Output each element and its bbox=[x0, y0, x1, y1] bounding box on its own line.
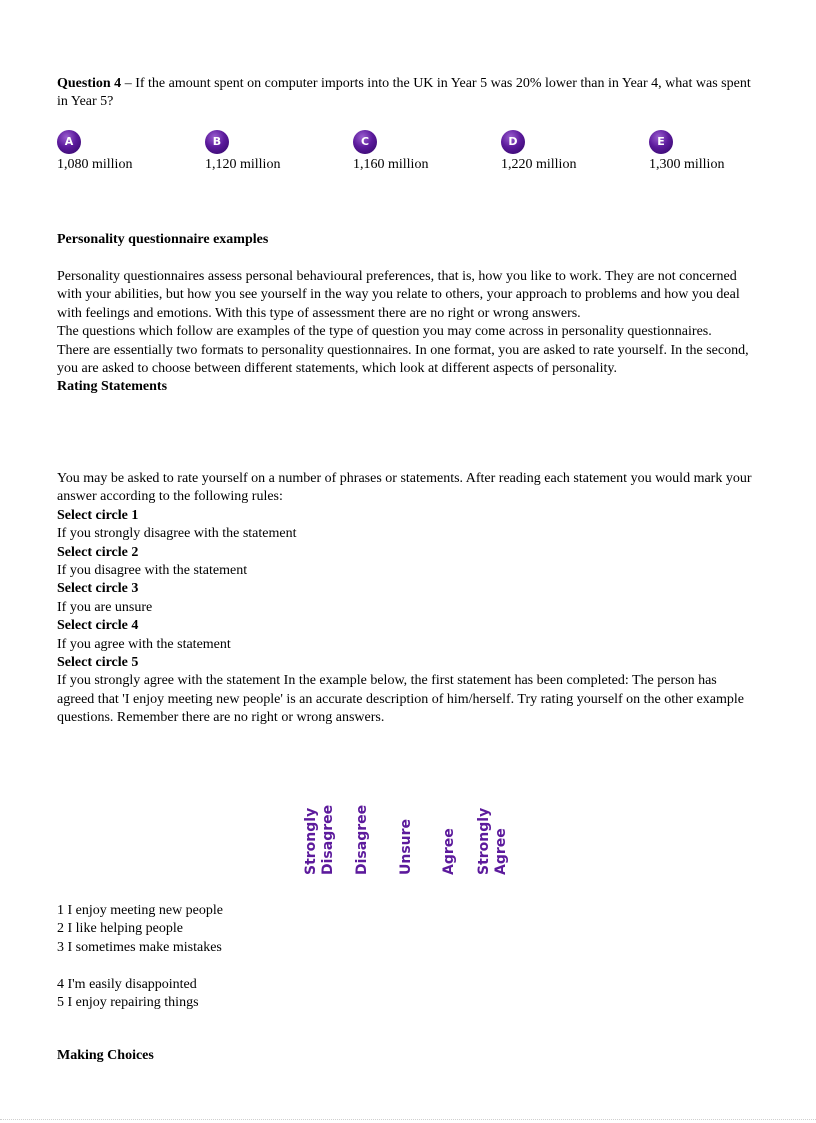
choice-b-badge-icon[interactable]: B bbox=[205, 130, 229, 154]
answer-choices bbox=[57, 130, 757, 180]
scale-strongly-disagree-line1: Strongly bbox=[303, 807, 319, 875]
statement-4: 4 I'm easily disappointed bbox=[57, 977, 197, 992]
making-choices-heading: Making Choices bbox=[57, 1048, 154, 1063]
scale-agree-label: Agree bbox=[441, 828, 457, 875]
statements-group-2 bbox=[57, 976, 757, 1013]
choice-a-value: 1,080 million bbox=[57, 157, 133, 172]
choice-c[interactable] bbox=[353, 130, 483, 174]
rule-1-title: Select circle 1 bbox=[57, 507, 139, 523]
choice-e-badge-icon[interactable]: E bbox=[649, 130, 673, 154]
scale-strongly-disagree-line2: Disagree bbox=[320, 804, 336, 875]
choice-d-value: 1,220 million bbox=[501, 157, 577, 172]
scale-strongly-agree-line2: Agree bbox=[493, 828, 509, 875]
personality-para-3: There are essentially two formats to personality questionnaires. In one format, you are asked to rate yourself. In the second, you are asked to choose between different statements, which look at different aspects of personality. bbox=[57, 342, 749, 377]
rule-2-title: Select circle 2 bbox=[57, 544, 139, 560]
choice-a[interactable] bbox=[57, 130, 187, 174]
scale-unsure-label: Unsure bbox=[398, 818, 414, 875]
choice-d[interactable] bbox=[501, 130, 631, 174]
personality-para-2: The questions which follow are examples of the type of question you may come across in personality questionnaires. bbox=[57, 324, 712, 340]
statement-1: 1 I enjoy meeting new people bbox=[57, 903, 224, 918]
rule-2-desc: If you disagree with the statement bbox=[57, 563, 248, 579]
rule-1-desc: If you strongly disagree with the statement bbox=[57, 526, 297, 542]
choice-d-badge-icon[interactable]: D bbox=[501, 130, 525, 154]
rule-5-desc: If you strongly agree with the statement In the example below, the first statement has been completed: The person has agreed that 'I enjoy meeting new people' is an accurate description of him/herself. Try rating yourself on the other example questions. Remember there are no right or wrong answers. bbox=[57, 673, 744, 726]
scale-disagree-label: Disagree bbox=[354, 804, 370, 875]
question-4 bbox=[57, 75, 757, 112]
statement-5: 5 I enjoy repairing things bbox=[57, 995, 199, 1011]
rating-section bbox=[57, 470, 757, 728]
choice-c-badge-icon[interactable]: C bbox=[353, 130, 377, 154]
choice-a-badge-icon[interactable]: A bbox=[57, 130, 81, 154]
page-divider bbox=[0, 1119, 816, 1120]
question-4-body: – If the amount spent on computer imports into the UK in Year 5 was 20% lower than in Year 4, what was spent in Year 5? bbox=[57, 76, 751, 110]
choice-c-value: 1,160 million bbox=[353, 157, 429, 172]
personality-body bbox=[57, 268, 757, 397]
choice-b-value: 1,120 million bbox=[205, 157, 281, 172]
question-4-text bbox=[57, 75, 757, 112]
rule-4-desc: If you agree with the statement bbox=[57, 636, 231, 652]
choice-e[interactable] bbox=[649, 130, 779, 174]
choice-b[interactable] bbox=[205, 130, 335, 174]
statements-group-1 bbox=[57, 902, 757, 957]
rating-heading: Rating Statements bbox=[57, 379, 168, 395]
statement-2: 2 I like helping people bbox=[57, 921, 183, 937]
scale-strongly-agree-line1: Strongly bbox=[476, 807, 492, 875]
rule-3-desc: If you are unsure bbox=[57, 599, 153, 615]
question-4-label: Question 4 bbox=[57, 76, 122, 91]
rule-5-title: Select circle 5 bbox=[57, 655, 139, 671]
personality-para-1: Personality questionnaires assess personal behavioural preferences, that is, how you like to work. They are not concerned with your abilities, but how you see yourself in the way you relate to others, your approach to problems and how you deal with feelings and emotions. With this type of assessment there are no right or wrong answers. bbox=[57, 269, 740, 321]
rating-intro: You may be asked to rate yourself on a number of phrases or statements. After reading each statement you would mark your answer according to the following rules: bbox=[57, 471, 752, 505]
statement-3: 3 I sometimes make mistakes bbox=[57, 939, 222, 955]
personality-heading: Personality questionnaire examples bbox=[57, 232, 269, 247]
rule-3-title: Select circle 3 bbox=[57, 581, 139, 597]
rule-4-title: Select circle 4 bbox=[57, 618, 139, 634]
choice-e-value: 1,300 million bbox=[649, 157, 725, 172]
